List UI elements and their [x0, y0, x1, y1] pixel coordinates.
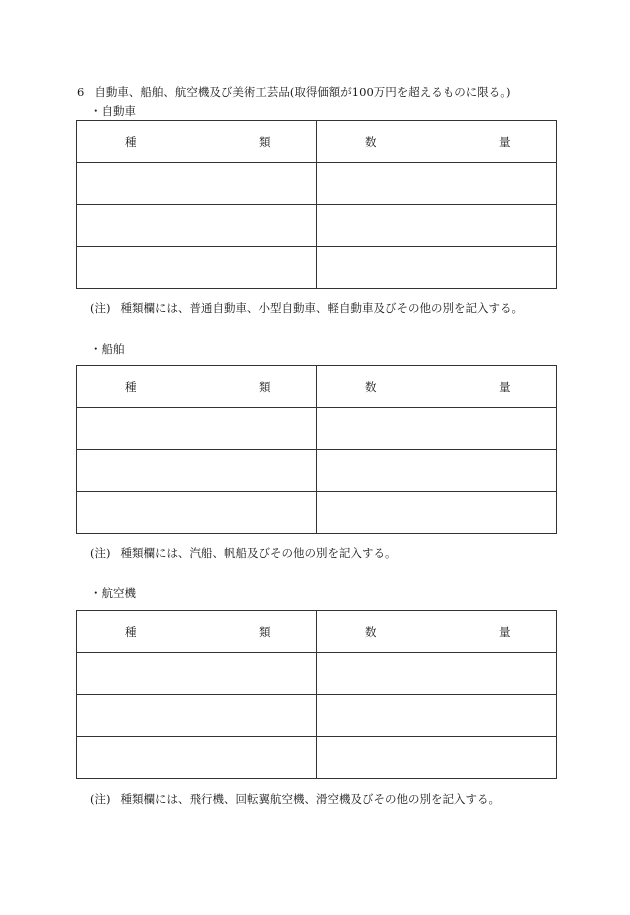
table-row — [77, 247, 557, 289]
note-text: 種類欄には、普通自動車、小型自動車、軽自動車及びその他の別を記入する。 — [120, 301, 523, 315]
quantity-column-header — [317, 366, 557, 408]
section-number: 6 — [77, 85, 85, 99]
automobile-note — [90, 300, 523, 316]
section-title: 自動車、船舶、航空機及び美術工芸品(取得価額が100万円を超えるものに限る。) — [94, 85, 511, 99]
quantity-cell[interactable] — [317, 247, 557, 289]
header-char: 数 — [365, 625, 377, 639]
type-cell[interactable] — [77, 205, 317, 247]
header-char: 種 — [125, 625, 137, 639]
header-char: 類 — [259, 625, 271, 639]
section-heading — [77, 84, 511, 100]
note-tag: (注) — [90, 546, 111, 560]
header-char: 量 — [499, 380, 511, 394]
header-char: 類 — [259, 380, 271, 394]
ship-table — [76, 365, 557, 534]
type-cell[interactable] — [77, 163, 317, 205]
quantity-cell[interactable] — [317, 450, 557, 492]
table-header-row — [77, 366, 557, 408]
type-column-header — [77, 121, 317, 163]
table-row — [77, 408, 557, 450]
note-tag: (注) — [90, 301, 111, 315]
subsection-title-ship: ・船舶 — [90, 342, 125, 356]
quantity-cell[interactable] — [317, 163, 557, 205]
note-tag: (注) — [90, 792, 111, 806]
header-char: 種 — [125, 380, 137, 394]
type-cell[interactable] — [77, 695, 317, 737]
type-column-header — [77, 366, 317, 408]
automobile-table — [76, 120, 557, 289]
type-cell[interactable] — [77, 653, 317, 695]
quantity-cell[interactable] — [317, 653, 557, 695]
quantity-column-header — [317, 121, 557, 163]
aircraft-table — [76, 610, 557, 779]
table-row — [77, 450, 557, 492]
type-cell[interactable] — [77, 408, 317, 450]
table-row — [77, 695, 557, 737]
table-header-row — [77, 611, 557, 653]
type-cell[interactable] — [77, 247, 317, 289]
note-text: 種類欄には、飛行機、回転翼航空機、滑空機及びその他の別を記入する。 — [120, 792, 500, 806]
header-char: 量 — [499, 625, 511, 639]
header-char: 類 — [259, 135, 271, 149]
quantity-cell[interactable] — [317, 737, 557, 779]
quantity-cell[interactable] — [317, 408, 557, 450]
type-cell[interactable] — [77, 737, 317, 779]
quantity-cell[interactable] — [317, 492, 557, 534]
note-text: 種類欄には、汽船、帆船及びその他の別を記入する。 — [120, 546, 397, 560]
header-char: 種 — [125, 135, 137, 149]
header-char: 量 — [499, 135, 511, 149]
subsection-title-aircraft: ・航空機 — [90, 586, 136, 600]
table-row — [77, 737, 557, 779]
table-row — [77, 205, 557, 247]
header-char: 数 — [365, 380, 377, 394]
quantity-cell[interactable] — [317, 695, 557, 737]
quantity-column-header — [317, 611, 557, 653]
ship-note — [90, 545, 396, 561]
table-row — [77, 163, 557, 205]
quantity-cell[interactable] — [317, 205, 557, 247]
table-row — [77, 492, 557, 534]
type-column-header — [77, 611, 317, 653]
aircraft-note — [90, 791, 500, 807]
type-cell[interactable] — [77, 450, 317, 492]
table-header-row — [77, 121, 557, 163]
type-cell[interactable] — [77, 492, 317, 534]
table-row — [77, 653, 557, 695]
subsection-title-automobile: ・自動車 — [90, 104, 136, 118]
header-char: 数 — [365, 135, 377, 149]
